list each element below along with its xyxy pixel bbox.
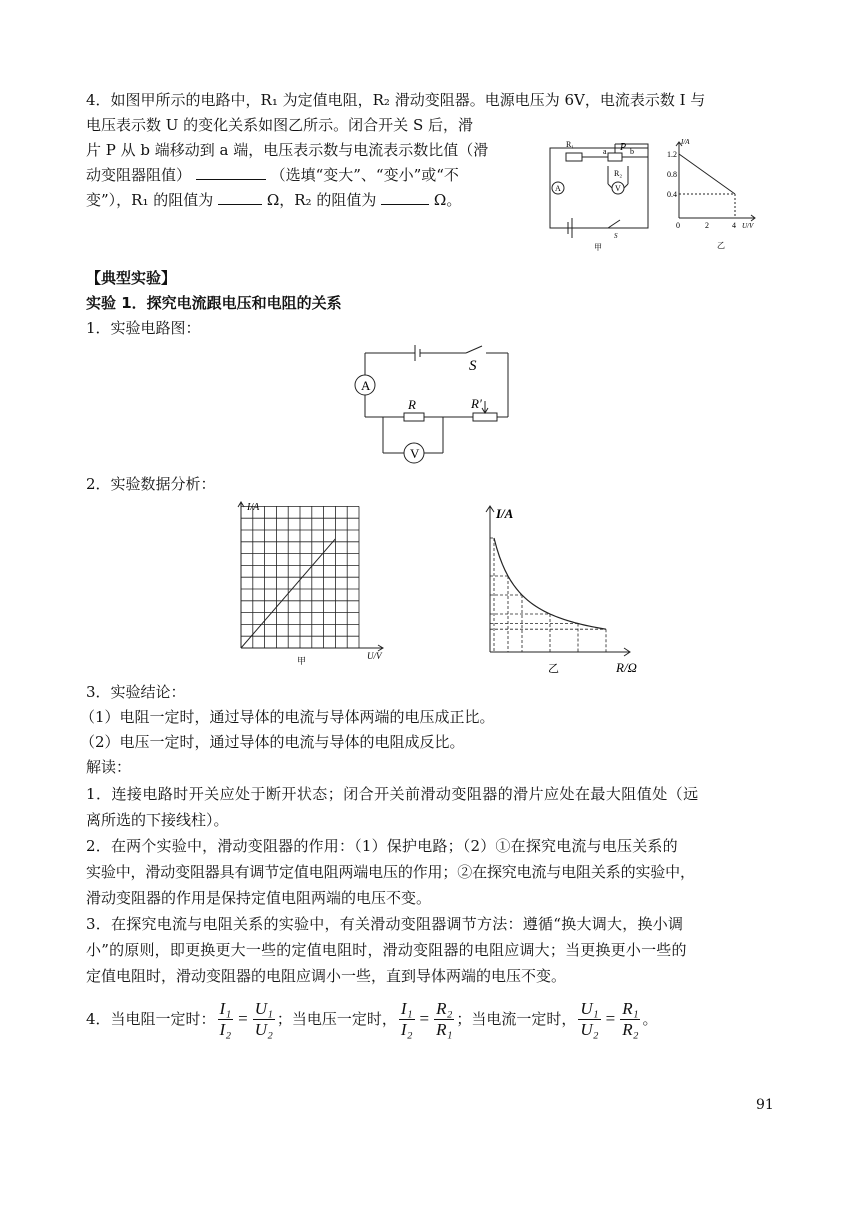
q4-line-2: 电压表示数 U 的变化关系如图乙所示。闭合开关 S 后，滑 (86, 116, 473, 134)
interpretation-3a: 3．在探究电流与电阻关系的实验中，有关滑动变阻器调节方法：遵循“换大调大，换小调 (86, 915, 684, 933)
circuit-voltmeter-label: V (410, 446, 420, 461)
interpretation-1b: 离所选的下接线柱）。 (86, 811, 229, 829)
q4-line-4-text: 动变阻器阻值） (86, 166, 192, 184)
fraction-r1-r2: $\frac{\text{R₁}}{\text{R₂}}$ (622, 998, 639, 1039)
conclusion-2: （2）电压一定时，通过导体的电流与导体的电阻成反比。 (80, 733, 465, 751)
q4-voltmeter-label: V (615, 184, 621, 193)
step-1-label: 1．实验电路图： (86, 319, 201, 337)
circuit-resistor-label: R (408, 397, 416, 412)
step-3-label: 3．实验结论： (86, 683, 186, 701)
answer-blank-2[interactable] (218, 190, 262, 205)
q4-xtick-3: 4 (732, 221, 736, 230)
q4-b-label: b (630, 147, 634, 156)
q4-line-5 (86, 190, 461, 210)
q4-circuit-figure (548, 134, 660, 252)
iu-proportional-graph (233, 498, 393, 668)
answer-blank-3[interactable] (381, 190, 429, 205)
formula-line: 4．当电阻一定时： $\frac{\text{I₁}}{\text{I₂}}$ = $\frac{\text{U₁}}{\text{U₂}}$ ；当电压一定时， $\frac{\text{I₁}}{\text{I₂}}$ = $\frac{\text{R₂}}{\text{R₁}}$ ；当电流一定时， $\frac{\text{U₁}}{\text{U₂}}$ = $\frac{\text{R₁}}{\text{R₂}}$ 。 (86, 997, 658, 1041)
q4-ytick-3: 0.4 (667, 190, 677, 199)
q4-fig-jia-caption: 甲 (594, 243, 602, 252)
q4-p-label: P (620, 142, 627, 153)
q4-xtick-2: 2 (705, 221, 709, 230)
graph-yi-caption: 乙 (548, 663, 559, 675)
q4-fig-yi-caption: 乙 (717, 241, 725, 250)
step-2-label: 2．实验数据分析： (86, 475, 216, 493)
graph-jia-ylabel: I/A (247, 502, 260, 513)
q4-ytick-2: 0.8 (667, 170, 677, 179)
q4-line-1: 4．如图甲所示的电路中，R₁ 为定值电阻，R₂ 滑动变阻器。电源电压为 6V，电流表示数 I 与 (86, 91, 706, 109)
interpretation-3c: 定值电阻时，滑动变阻器的电阻应调小一些，直到导体两端的电压不变。 (86, 967, 567, 985)
q4-line-5-text-b: Ω，R₂ 的阻值为 (266, 191, 377, 209)
formula-end: 。 (642, 1010, 658, 1028)
fraction-u1-u2: $\frac{\text{U₁}}{\text{U₂}}$ (254, 998, 273, 1039)
circuit-rheostat-label: R′ (471, 396, 482, 411)
q4-ytick-1: 1.2 (667, 150, 677, 159)
q4-r2-label: R₂ (614, 169, 623, 178)
q4-ammeter-label: A (555, 184, 561, 193)
ir-inverse-graph (480, 500, 650, 675)
q4-iu-graph (667, 134, 767, 252)
q4-graph-xlabel: U/V (742, 222, 754, 230)
answer-blank-1[interactable] (196, 165, 266, 180)
q4-switch-label: S (614, 232, 618, 240)
q4-a-label: a (603, 147, 607, 156)
q4-line-4 (86, 165, 459, 185)
graph-yi-ylabel: I/A (496, 506, 514, 521)
interpretation-1a: 1．连接电路时开关应处于断开状态；闭合开关前滑动变阻器的滑片应处在最大阻值处（远 (86, 785, 699, 803)
q4-line-4-options: （选填“变大”、“变小”或“不 (270, 166, 459, 184)
interpretation-2c: 滑动变阻器的作用是保持定值电阻两端的电压不变。 (86, 889, 432, 907)
formula-mid-1: ；当电压一定时， (276, 1010, 397, 1028)
fraction-i1-i2-b: $\frac{\text{I₁}}{\text{I₂}}$ (400, 998, 413, 1039)
q4-xtick-1: 0 (676, 221, 680, 230)
graph-yi-xlabel: R/Ω (616, 660, 637, 675)
interpretation-2a: 2．在两个实验中，滑动变阻器的作用：（1）保护电路；（2）①在探究电流与电压关系的 (86, 837, 678, 855)
experiment-title: 实验 1．探究电流跟电压和电阻的关系 (86, 294, 342, 312)
page-number: 91 (756, 1097, 774, 1113)
formula-prefix: 4．当电阻一定时： (86, 1010, 216, 1028)
circuit-switch-label: S (469, 358, 477, 374)
q4-line-3: 片 P 从 b 端移动到 a 端，电压表示数与电流表示数比值（滑 (86, 141, 489, 159)
section-title: 【典型实验】 (86, 269, 177, 287)
interpretation-3b: 小”的原则，即更换更大一些的定值电阻时，滑动变阻器的电阻应调大；当更换更小一些的 (86, 941, 687, 959)
fraction-u1-u2-b: $\frac{\text{U₁}}{\text{U₂}}$ (580, 998, 599, 1039)
graph-jia-xlabel: U/V (367, 651, 382, 661)
q4-line-5-text-a: 变”），R₁ 的阻值为 (86, 191, 214, 209)
interpretation-2b: 实验中，滑动变阻器具有调节定值电阻两端电压的作用；②在探究电流与电阻关系的实验中， (86, 863, 695, 881)
circuit-ammeter-label: A (361, 378, 371, 393)
q4-graph-ylabel: I/A (681, 138, 690, 146)
experiment-circuit (348, 345, 518, 467)
q4-r1-label: R₁ (566, 140, 575, 149)
fraction-r2-r1: $\frac{\text{R₂}}{\text{R₁}}$ (436, 998, 453, 1039)
formula-mid-2: ；当电流一定时， (456, 1010, 577, 1028)
conclusion-1: （1）电阻一定时，通过导体的电流与导体两端的电压成正比。 (80, 708, 495, 726)
q4-line-5-text-c: Ω。 (433, 191, 462, 209)
interpretation-label: 解读： (86, 758, 132, 776)
graph-jia-caption: 甲 (297, 656, 307, 666)
fraction-i1-i2: $\frac{\text{I₁}}{\text{I₂}}$ (219, 998, 232, 1039)
